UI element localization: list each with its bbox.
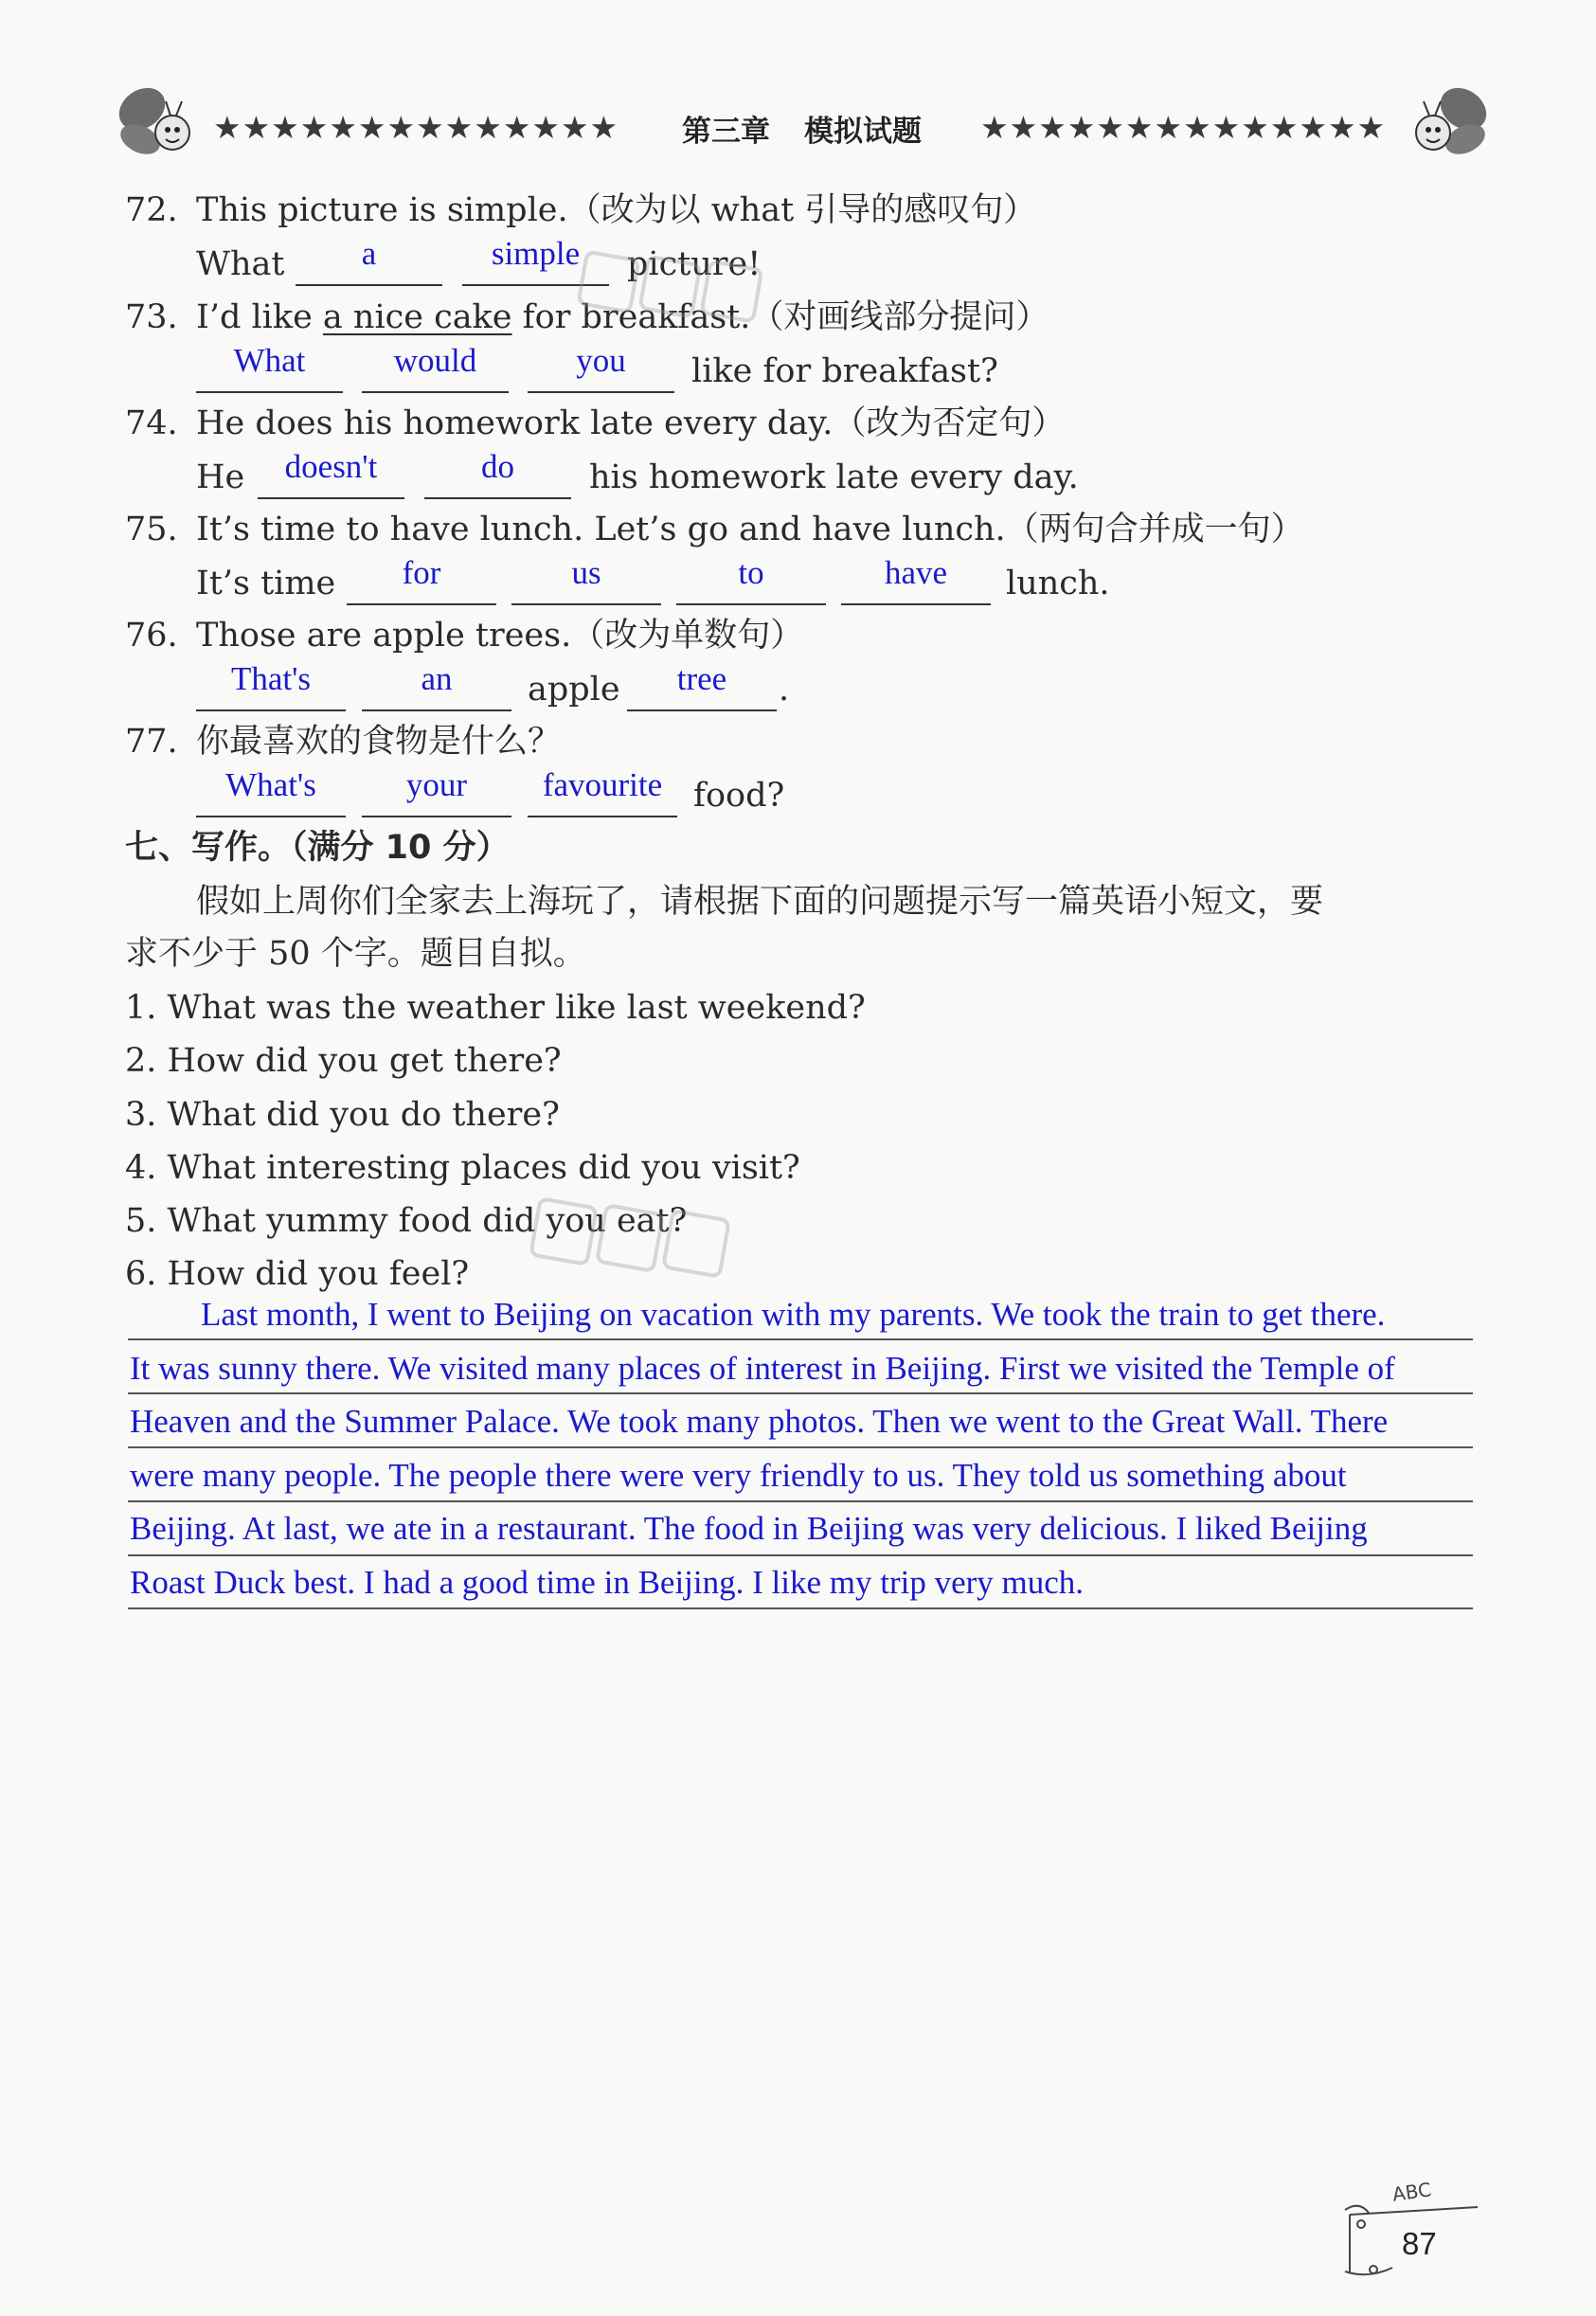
answer-blank (528, 342, 674, 393)
answer-blank (676, 554, 826, 605)
answer-suffix: . (779, 671, 790, 709)
stars-right: ★★★★★★★★★★★★★★ (980, 109, 1387, 146)
ruled-line (128, 1446, 1473, 1448)
answer-suffix: his homework late every day. (589, 458, 1079, 496)
answer-prefix: What (196, 245, 285, 283)
answer-prefix: It’s time (196, 565, 336, 602)
answer-blank (196, 342, 343, 393)
prompt-question: 5. What yummy food did you eat? (125, 1202, 688, 1240)
answer-prefix: He (196, 458, 245, 496)
answer-blank (196, 766, 346, 817)
prompt-question: 6. How did you feel? (125, 1255, 470, 1293)
answer-blank (362, 766, 511, 817)
watermark-icon (530, 1189, 786, 1284)
writing-prompt: 假如上周你们全家去上海玩了，请根据下面的问题提示写一篇英语小短文，要 (196, 883, 1324, 921)
prompt-question: 2. How did you get there? (125, 1042, 562, 1080)
bee-mascot-icon (114, 81, 208, 171)
answer-text: simple (491, 235, 581, 272)
answer-suffix: like for breakfast? (691, 352, 998, 390)
question-text-part: for breakfast.（对画线部分提问） (511, 298, 1049, 336)
answer-blank (347, 554, 496, 605)
answer-text: do (481, 448, 514, 485)
answer-text: us (571, 554, 601, 591)
ruled-line (128, 1554, 1473, 1556)
essay-line: It was sunny there. We visited many places of interest in Beijing. First we visited the Temple of (130, 1350, 1395, 1387)
question-number: 75. (125, 511, 178, 548)
essay-line: Beijing. At last, we ate in a restaurant. The food in Beijing was very delicious. I liked Beijing (130, 1510, 1368, 1547)
page-number: 87 (1402, 2226, 1437, 2261)
essay-line: Last month, I went to Beijing on vacation with my parents. We took the train to get there. (201, 1296, 1386, 1333)
prompt-question: 1. What was the weather like last weekend? (125, 989, 866, 1027)
answer-blank (528, 766, 677, 817)
answer-text: an (421, 660, 453, 697)
answer-blank (627, 660, 777, 711)
question-text: 你最喜欢的食物是什么？ (196, 723, 562, 761)
watermark-icon (578, 242, 805, 327)
question-number: 76. (125, 617, 178, 655)
answer-text: tree (676, 660, 727, 697)
answer-text: your (405, 766, 468, 803)
answer-text: have (884, 554, 948, 591)
question-number: 73. (125, 298, 178, 336)
answer-blank (511, 554, 661, 605)
chapter-label: 第三章 (682, 115, 770, 149)
answer-text: doesn't (284, 448, 378, 485)
abc-doodle: ABC (1390, 2178, 1433, 2206)
underlined-phrase: a nice cake (322, 298, 512, 336)
writing-prompt: 求不少于 50 个字。题目自拟。 (125, 935, 586, 973)
answer-text: would (393, 342, 477, 379)
essay-line: Roast Duck best. I had a good time in Beijing. I like my trip very much. (130, 1564, 1085, 1601)
ruled-line (128, 1500, 1473, 1502)
essay-line: Heaven and the Summer Palace. We took many photos. Then we went to the Great Wall. There (130, 1403, 1389, 1440)
answer-blank (258, 448, 404, 499)
ruled-line (128, 1338, 1473, 1340)
answer-blank (362, 660, 511, 711)
answer-suffix: picture! (627, 245, 762, 283)
answer-text: That's (230, 660, 312, 697)
ruled-line (128, 1607, 1473, 1609)
answer-suffix: lunch. (1006, 565, 1110, 602)
essay-line: were many people. The people there were very friendly to us. They told us something about (130, 1457, 1347, 1494)
answer-text: a (361, 235, 377, 272)
question-number: 77. (125, 723, 178, 761)
answer-text: to (738, 554, 764, 591)
section-title: 模拟试题 (804, 115, 922, 149)
question-text-part: I’d like (196, 298, 323, 336)
answer-text: What (233, 342, 306, 379)
page-header (123, 99, 1478, 156)
answer-text: favourite (542, 766, 663, 803)
bee-mascot-icon (1397, 81, 1492, 171)
stars-left: ★★★★★★★★★★★★★★ (213, 109, 619, 146)
question-number: 74. (125, 404, 178, 442)
answer-text: you (576, 342, 626, 379)
question-text: He does his homework late every day.（改为否定句） (196, 404, 1066, 442)
question-text: This picture is simple.（改为以 what 引导的感叹句） (196, 191, 1037, 229)
ruled-line (128, 1392, 1473, 1394)
answer-blank (424, 448, 571, 499)
answer-middle: apple (528, 671, 620, 709)
answer-blank (196, 660, 346, 711)
question-text: It’s time to have lunch. Let’s go and have lunch.（两句合并成一句） (196, 511, 1304, 548)
prompt-question: 3. What did you do there? (125, 1096, 560, 1134)
answer-suffix: food? (693, 777, 785, 815)
answer-blank (841, 554, 991, 605)
prompt-question: 4. What interesting places did you visit? (125, 1149, 800, 1187)
section-heading: 七、写作。（满分 10 分） (125, 829, 510, 867)
page-title (682, 107, 922, 150)
answer-blank (362, 342, 509, 393)
answer-text: for (402, 554, 441, 591)
answer-text: What's (225, 766, 316, 803)
answer-blank (296, 235, 442, 286)
question-text: Those are apple trees.（改为单数句） (196, 617, 804, 655)
question-number: 72. (125, 191, 178, 229)
